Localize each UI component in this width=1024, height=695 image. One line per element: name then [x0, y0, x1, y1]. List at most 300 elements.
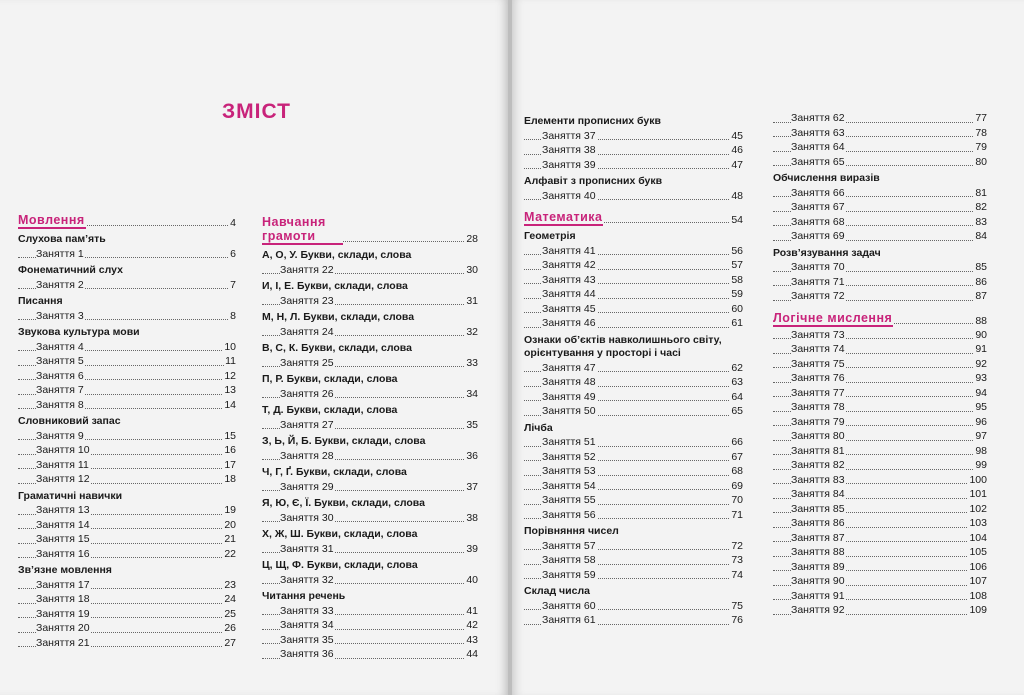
toc-lesson — [773, 140, 987, 155]
toc-page-number: 93 — [975, 372, 987, 384]
toc-lesson — [773, 186, 987, 201]
toc-page-number: 32 — [466, 325, 478, 338]
toc-page-number: 103 — [969, 517, 987, 529]
toc-lesson-title: Заняття 24 — [280, 325, 334, 338]
toc-lesson-title: Заняття 23 — [280, 294, 334, 307]
toc-topic — [524, 174, 743, 189]
toc-lesson-title: Заняття 46 — [542, 317, 596, 329]
toc-lesson-title: Заняття 81 — [791, 444, 845, 457]
toc-lesson-title: Заняття 16 — [36, 547, 90, 560]
toc-topic — [262, 496, 478, 511]
toc-page-number: 65 — [731, 405, 743, 417]
toc-topic-title: Писання — [18, 295, 63, 307]
toc-topic-title: Х, Ж, Ш. Букви, склади, слова — [262, 528, 418, 540]
toc-page-number: 39 — [466, 542, 478, 555]
toc-lesson — [773, 458, 987, 473]
toc-lesson — [524, 189, 743, 204]
toc-lesson-title: Заняття 30 — [280, 511, 334, 524]
toc-lesson-title: Заняття 72 — [791, 290, 845, 302]
toc-lesson-title: Заняття 44 — [542, 288, 596, 300]
toc-page-number: 21 — [224, 533, 236, 545]
toc-page-number: 14 — [224, 398, 236, 411]
toc-topic — [524, 114, 743, 129]
toc-lesson-title: Заняття 82 — [791, 459, 845, 471]
toc-topic-title: Елементи прописних букв — [524, 115, 661, 127]
toc-lesson-title: Заняття 92 — [791, 604, 845, 616]
toc-column-3 — [524, 112, 743, 628]
toc-page-number: 37 — [466, 480, 478, 493]
toc-page-number: 84 — [975, 230, 987, 242]
toc-topic-title: И, І, Е. Букви, склади, слова — [262, 280, 408, 292]
toc-lesson-title: Заняття 66 — [791, 186, 845, 199]
toc-topic-title: Ознаки об’єктів навколишнього світу, — [524, 333, 722, 346]
toc-lesson-title: Заняття 12 — [36, 473, 90, 485]
toc-topic — [18, 414, 236, 429]
toc-page-number: 4 — [230, 217, 236, 229]
toc-lesson — [262, 294, 478, 309]
toc-page-number: 92 — [975, 357, 987, 370]
toc-lesson — [18, 354, 236, 369]
toc-page-number: 20 — [224, 518, 236, 531]
toc-page-number: 41 — [466, 604, 478, 617]
toc-topic — [262, 527, 478, 542]
toc-lesson — [18, 592, 236, 607]
toc-page-number: 75 — [731, 599, 743, 612]
toc-page-number: 74 — [731, 568, 743, 581]
toc-lesson-title: Заняття 22 — [280, 263, 334, 276]
toc-lesson-title: Заняття 64 — [791, 141, 845, 153]
toc-topic — [262, 341, 478, 356]
toc-page-number: 31 — [466, 294, 478, 307]
toc-topic — [18, 489, 236, 504]
toc-lesson — [262, 480, 478, 495]
toc-lesson — [262, 633, 478, 648]
toc-section — [524, 209, 743, 227]
toc-page-number: 58 — [731, 273, 743, 286]
toc-page-number: 67 — [731, 450, 743, 463]
toc-page-number: 60 — [731, 302, 743, 315]
toc-lesson-title: Заняття 86 — [791, 517, 845, 529]
toc-page-number: 23 — [224, 578, 236, 591]
toc-lesson — [524, 450, 743, 465]
toc-lesson — [18, 532, 236, 547]
toc-lesson-title: Заняття 50 — [542, 405, 596, 417]
toc-page-number: 73 — [731, 554, 743, 566]
toc-lesson — [524, 390, 743, 405]
toc-page-number: 94 — [975, 386, 987, 399]
toc-lesson-title: Заняття 77 — [791, 386, 845, 399]
toc-topic — [773, 171, 987, 186]
toc-page-number: 91 — [975, 343, 987, 355]
toc-lesson — [524, 375, 743, 390]
toc-section-title: Логічне мислення — [773, 310, 893, 325]
toc-lesson — [524, 302, 743, 317]
toc-lesson — [773, 415, 987, 430]
toc-page-number: 54 — [731, 214, 743, 226]
toc-page-number: 63 — [731, 376, 743, 388]
toc-topic-title: Лічба — [524, 421, 553, 434]
toc-lesson — [773, 111, 987, 126]
toc-lesson-title: Заняття 67 — [791, 201, 845, 213]
toc-lesson — [18, 547, 236, 562]
toc-lesson-title: Заняття 5 — [36, 355, 84, 367]
toc-lesson — [262, 511, 478, 526]
toc-lesson-title: Заняття 63 — [791, 126, 845, 139]
toc-lesson — [773, 260, 987, 275]
toc-page-number: 70 — [731, 494, 743, 506]
toc-lesson — [773, 200, 987, 215]
toc-lesson-title: Заняття 68 — [791, 215, 845, 228]
toc-lesson — [262, 604, 478, 619]
toc-topic-title: Звукова культура мови — [18, 326, 140, 338]
toc-lesson-title: Заняття 76 — [791, 372, 845, 384]
toc-lesson-title: Заняття 39 — [542, 158, 596, 171]
toc-page-number: 87 — [975, 290, 987, 302]
toc-section-title: Навчання грамоти — [262, 215, 343, 245]
left-page — [0, 0, 508, 695]
toc-lesson-title: Заняття 8 — [36, 398, 84, 411]
toc-page-number: 85 — [975, 261, 987, 273]
toc-topic-title: Т, Д. Букви, склади, слова — [262, 404, 398, 416]
toc-page-number: 98 — [975, 444, 987, 457]
toc-lesson-title: Заняття 58 — [542, 554, 596, 566]
toc-lesson — [773, 126, 987, 141]
toc-lesson — [773, 444, 987, 459]
toc-topic-title: П, Р. Букви, склади, слова — [262, 373, 398, 385]
toc-lesson — [18, 458, 236, 473]
toc-page-number: 45 — [731, 129, 743, 142]
toc-lesson — [262, 573, 478, 588]
toc-lesson-title: Заняття 31 — [280, 542, 334, 555]
toc-page-number: 26 — [224, 622, 236, 634]
toc-page-number: 18 — [224, 473, 236, 485]
toc-topic-title: Склад числа — [524, 585, 590, 597]
toc-page-number: 96 — [975, 415, 987, 428]
toc-lesson-title: Заняття 42 — [542, 259, 596, 271]
toc-lesson — [524, 158, 743, 173]
toc-page-number: 25 — [224, 607, 236, 620]
toc-lesson-title: Заняття 75 — [791, 357, 845, 370]
toc-topic — [18, 263, 236, 278]
toc-lesson — [524, 244, 743, 259]
toc-lesson — [262, 263, 478, 278]
toc-page-number: 99 — [975, 459, 987, 471]
toc-topic-title: В, С, К. Букви, склади, слова — [262, 342, 412, 354]
toc-lesson — [773, 342, 987, 357]
toc-lesson — [18, 472, 236, 487]
toc-lesson — [524, 493, 743, 508]
toc-topic — [262, 279, 478, 294]
toc-lesson — [262, 418, 478, 433]
toc-lesson — [262, 356, 478, 371]
toc-page-number: 34 — [466, 387, 478, 400]
right-page — [512, 0, 1024, 695]
toc-lesson-title: Заняття 35 — [280, 633, 334, 646]
toc-lesson-title: Заняття 49 — [542, 390, 596, 403]
toc-lesson — [524, 316, 743, 331]
toc-page-number: 47 — [731, 158, 743, 171]
toc-lesson-title: Заняття 1 — [36, 247, 84, 260]
toc-lesson-title: Заняття 73 — [791, 328, 845, 341]
toc-page-number: 7 — [230, 278, 236, 291]
toc-lesson — [18, 578, 236, 593]
toc-topic — [524, 584, 743, 599]
toc-lesson-title: Заняття 57 — [542, 539, 596, 552]
toc-page-number: 15 — [224, 429, 236, 442]
toc-lesson-title: Заняття 10 — [36, 444, 90, 456]
toc-page-number: 108 — [969, 589, 987, 602]
toc-topic — [262, 372, 478, 387]
toc-lesson — [262, 618, 478, 633]
toc-page-number: 86 — [975, 275, 987, 288]
toc-lesson-title: Заняття 34 — [280, 619, 334, 631]
toc-page-number: 77 — [975, 112, 987, 124]
toc-topic — [524, 421, 743, 436]
toc-topic-title: орієнтування у просторі і часі — [524, 347, 681, 359]
toc-lesson-title: Заняття 60 — [542, 599, 596, 612]
toc-topic — [524, 333, 743, 348]
toc-lesson-title: Заняття 15 — [36, 533, 90, 545]
toc-page-number: 40 — [466, 573, 478, 586]
toc-lesson-title: Заняття 11 — [36, 458, 89, 471]
toc-lesson — [773, 275, 987, 290]
toc-lesson-title: Заняття 2 — [36, 278, 84, 291]
toc-page-number: 101 — [969, 488, 987, 500]
toc-page-number: 59 — [731, 288, 743, 300]
toc-lesson-title: Заняття 88 — [791, 546, 845, 558]
toc-column-2 — [262, 204, 478, 662]
toc-lesson-title: Заняття 70 — [791, 261, 845, 273]
toc-lesson-title: Заняття 89 — [791, 560, 845, 573]
toc-topic — [262, 465, 478, 480]
toc-lesson — [773, 229, 987, 244]
toc-lesson — [18, 621, 236, 636]
toc-page-number: 105 — [969, 546, 987, 558]
toc-page-number: 44 — [466, 648, 478, 660]
toc-page-number: 102 — [969, 502, 987, 515]
toc-lesson — [773, 328, 987, 343]
toc-lesson-title: Заняття 18 — [36, 593, 90, 605]
toc-page-number: 19 — [224, 504, 236, 516]
toc-lesson — [262, 325, 478, 340]
toc-lesson — [773, 357, 987, 372]
toc-lesson-title: Заняття 38 — [542, 144, 596, 156]
toc-lesson-title: Заняття 74 — [791, 343, 845, 355]
toc-lesson — [524, 464, 743, 479]
toc-page-number: 78 — [975, 126, 987, 139]
toc-section — [262, 210, 478, 246]
toc-page-number: 79 — [975, 141, 987, 153]
toc-page-number: 16 — [224, 444, 236, 456]
toc-page-number: 10 — [224, 340, 236, 353]
toc-lesson-title: Заняття 85 — [791, 502, 845, 515]
toc-lesson — [524, 129, 743, 144]
toc-page-number: 83 — [975, 215, 987, 228]
toc-lesson — [773, 473, 987, 488]
toc-lesson — [524, 553, 743, 568]
toc-lesson — [524, 599, 743, 614]
toc-page-number: 11 — [225, 355, 236, 367]
toc-topic-title: Алфавіт з прописних букв — [524, 175, 663, 187]
toc-page-number: 17 — [224, 458, 236, 471]
toc-page-number: 27 — [224, 636, 236, 649]
toc-page-number: 42 — [466, 619, 478, 631]
toc-page-number: 72 — [731, 539, 743, 552]
toc-topic — [18, 232, 236, 247]
toc-lesson-title: Заняття 62 — [791, 112, 845, 124]
toc-page-number: 109 — [969, 604, 987, 616]
toc-topic-title: Фонематичний слух — [18, 264, 123, 276]
toc-topic — [18, 563, 236, 578]
toc-lesson — [524, 435, 743, 450]
toc-page-number: 95 — [975, 401, 987, 413]
toc-lesson — [773, 603, 987, 618]
toc-page-number: 107 — [969, 575, 987, 587]
toc-lesson-title: Заняття 37 — [542, 129, 596, 142]
toc-lesson — [18, 309, 236, 324]
toc-lesson-title: Заняття 65 — [791, 155, 845, 168]
toc-lesson-title: Заняття 25 — [280, 356, 334, 369]
toc-lesson — [773, 560, 987, 575]
toc-lesson-title: Заняття 17 — [36, 578, 90, 591]
toc-page-number: 106 — [969, 560, 987, 573]
toc-lesson-title: Заняття 40 — [542, 189, 596, 202]
toc-topic-title: Слухова пам’ять — [18, 233, 106, 245]
toc-lesson — [262, 387, 478, 402]
toc-lesson-title: Заняття 87 — [791, 531, 845, 544]
toc-topic — [18, 294, 236, 309]
toc-lesson — [524, 568, 743, 583]
toc-lesson — [773, 371, 987, 386]
toc-topic — [262, 403, 478, 418]
toc-page-number: 13 — [224, 384, 236, 396]
toc-lesson-title: Заняття 26 — [280, 387, 334, 400]
toc-page-number: 71 — [731, 508, 743, 521]
toc-lesson — [524, 479, 743, 494]
toc-lesson-title: Заняття 32 — [280, 573, 334, 586]
toc-page-number: 38 — [466, 511, 478, 524]
toc-lesson — [262, 647, 478, 662]
toc-topic — [773, 246, 987, 261]
toc-lesson-title: Заняття 27 — [280, 418, 334, 431]
toc-lesson-title: Заняття 47 — [542, 361, 596, 374]
toc-lesson-title: Заняття 7 — [36, 384, 84, 396]
toc-lesson — [773, 400, 987, 415]
toc-page-number: 56 — [731, 244, 743, 257]
toc-lesson-title: Заняття 19 — [36, 607, 90, 620]
toc-lesson — [524, 613, 743, 628]
toc-lesson — [524, 287, 743, 302]
toc-topic — [524, 229, 743, 244]
toc-lesson — [18, 398, 236, 413]
toc-lesson — [18, 383, 236, 398]
toc-page-number: 43 — [466, 633, 478, 646]
toc-topic — [524, 524, 743, 539]
toc-lesson — [773, 574, 987, 589]
toc-lesson — [18, 429, 236, 444]
toc-lesson-title: Заняття 48 — [542, 376, 596, 388]
toc-topic-title: Геометрія — [524, 230, 576, 242]
toc-lesson-title: Заняття 91 — [791, 589, 845, 602]
toc-lesson — [773, 516, 987, 531]
toc-topic — [524, 347, 743, 361]
toc-lesson — [773, 215, 987, 230]
toc-page-number: 104 — [969, 531, 987, 544]
toc-page-number: 61 — [731, 317, 743, 329]
toc-lesson — [262, 542, 478, 557]
toc-page-number: 36 — [466, 449, 478, 462]
toc-lesson-title: Заняття 79 — [791, 415, 845, 428]
toc-lesson — [773, 429, 987, 444]
toc-lesson — [773, 589, 987, 604]
toc-page-number: 100 — [969, 473, 987, 486]
toc-lesson-title: Заняття 69 — [791, 230, 845, 242]
toc-page-number: 80 — [975, 155, 987, 168]
toc-lesson-title: Заняття 41 — [542, 244, 596, 257]
toc-page-number: 30 — [466, 263, 478, 276]
toc-page-number: 82 — [975, 201, 987, 213]
toc-lesson — [18, 503, 236, 518]
toc-lesson — [773, 386, 987, 401]
toc-lesson — [773, 545, 987, 560]
toc-topic-title: М, Н, Л. Букви, склади, слова — [262, 311, 415, 323]
toc-lesson — [18, 278, 236, 293]
toc-lesson-title: Заняття 33 — [280, 604, 334, 617]
toc-topic-title: Словниковий запас — [18, 415, 121, 427]
toc-lesson — [524, 508, 743, 523]
toc-topic-title: А, О, У. Букви, склади, слова — [262, 249, 412, 261]
toc-lesson-title: Заняття 84 — [791, 488, 845, 500]
toc-lesson — [524, 273, 743, 288]
toc-lesson-title: Заняття 21 — [36, 636, 90, 649]
toc-section-title: Математика — [524, 210, 603, 224]
toc-lesson-title: Заняття 29 — [280, 480, 334, 493]
toc-page-number: 64 — [731, 390, 743, 403]
toc-lesson-title: Заняття 54 — [542, 479, 596, 492]
toc-topic-title: Ч, Г, Ґ. Букви, склади, слова — [262, 466, 407, 478]
toc-lesson — [773, 289, 987, 304]
toc-lesson-title: Заняття 36 — [280, 648, 334, 660]
toc-section — [773, 310, 987, 328]
toc-page-number: 33 — [466, 356, 478, 369]
toc-lesson-title: Заняття 80 — [791, 430, 845, 442]
toc-lesson — [18, 247, 236, 262]
toc-topic-title: Ц, Щ, Ф. Букви, склади, слова — [262, 559, 418, 571]
toc-page-number: 35 — [466, 418, 478, 431]
toc-lesson-title: Заняття 3 — [36, 309, 84, 322]
toc-topic — [262, 248, 478, 263]
toc-topic-title: Зв’язне мовлення — [18, 564, 112, 576]
toc-lesson-title: Заняття 52 — [542, 450, 596, 463]
toc-lesson — [773, 487, 987, 502]
toc-lesson — [18, 518, 236, 533]
toc-lesson-title: Заняття 13 — [36, 504, 90, 516]
toc-lesson-title: Заняття 90 — [791, 575, 845, 587]
toc-lesson-title: Заняття 59 — [542, 568, 596, 581]
toc-page-number: 8 — [230, 309, 236, 322]
toc-page-number: 48 — [731, 189, 743, 202]
toc-lesson-title: Заняття 78 — [791, 401, 845, 413]
toc-topic — [262, 589, 478, 604]
toc-page-number: 68 — [731, 465, 743, 477]
toc-lesson — [524, 539, 743, 554]
toc-lesson — [18, 369, 236, 384]
toc-topic — [18, 325, 236, 340]
toc-lesson — [524, 361, 743, 376]
toc-lesson-title: Заняття 43 — [542, 273, 596, 286]
toc-section — [18, 212, 236, 230]
toc-topic-title: З, Ь, Й, Б. Букви, склади, слова — [262, 435, 426, 447]
